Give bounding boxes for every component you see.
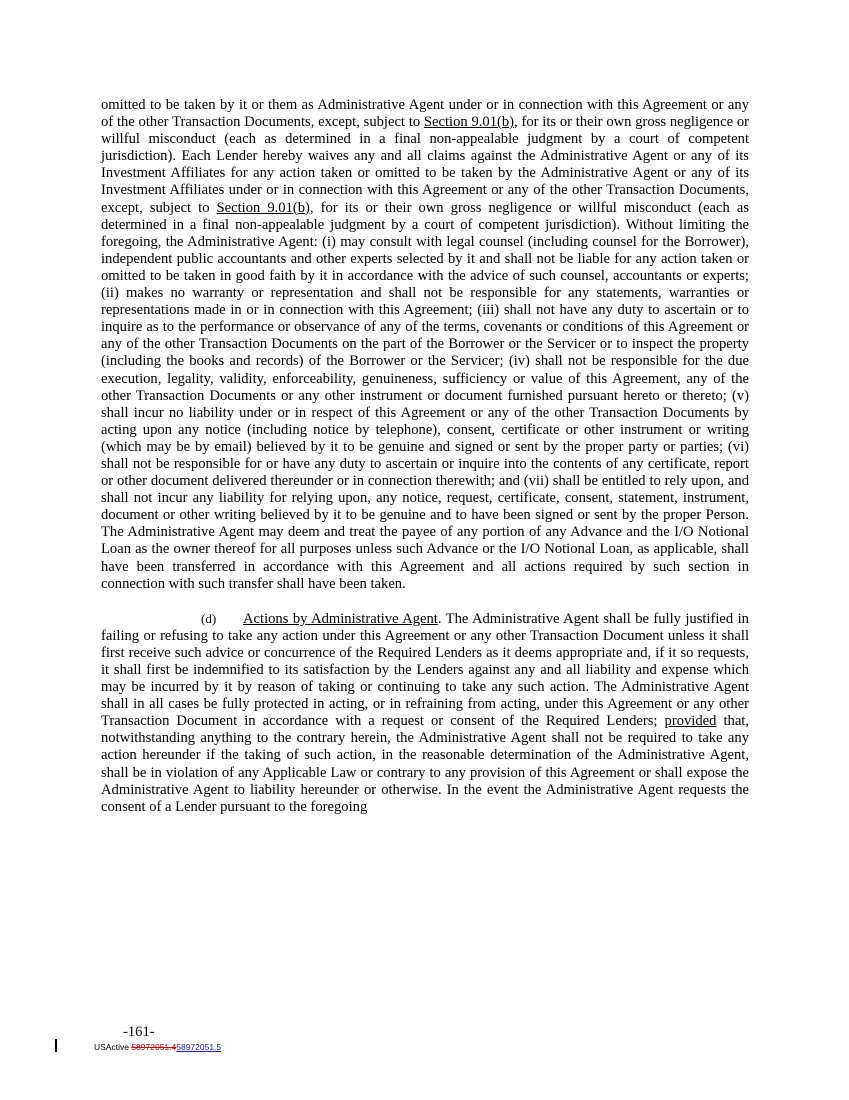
section-reference: Section 9.01(b) — [216, 199, 310, 216]
section-reference: Section 9.01(b) — [423, 114, 515, 131]
deleted-doc-id: 58972051.4 — [131, 1042, 177, 1052]
document-id-footer: USActive 58972051.458972051.5 — [94, 1042, 222, 1052]
page-number: -161- — [123, 1024, 155, 1040]
provided-term: provided — [664, 713, 717, 730]
inserted-doc-id: 58972051.5 — [176, 1042, 222, 1052]
clause-heading: Actions by Administrative Agent — [243, 610, 438, 627]
change-bar — [55, 1039, 57, 1052]
body-paragraph-continued: omitted to be taken by it or them as Administrative Agent under or in connection with this Agreement or any of the other Transaction Documents, except, subject to Section 9.01(b), for its or their own gross negligence or willful misconduct (each as determined in a final non-appealable judgment by a court of competent jurisdiction). Each Lender hereby waives any and all claims against the Administrative Agent or any of its Investment Affiliates for any action taken or omitted to be taken by the Administrative Agent or any of its Investment Affiliates under or in connection with this Agreement or any of the other Transaction Documents, except, subject to Section 9.01(b), for its or their own gross negligence or willful misconduct (each as determined in a final non-appealable judgment by a court of competent jurisdiction). Without limiting the foregoing, the Administrative Agent: (i) may consult with legal counsel (including counsel for the Borrower), independent public accountants and other experts selected by it and shall not be liable for any action taken or omitted to be taken in good faith by it in accordance with the advice of such counsel, accountants or experts; (ii) makes no warranty or representation and shall not be responsible for any statements, warranties or representations made in or in connection with this Agreement; (iii) shall not have any duty to ascertain or to inquire as to the performance or observance of any of the terms, covenants or conditions of this Agreement or any of the other Transaction Documents on the part of the Borrower or the Servicer or to inspect the property (including the books and records) of the Borrower or the Servicer; (iv) shall not be responsible for the due execution, legality, validity, enforceability, genuineness, sufficiency or value of this Agreement, any of the other Transaction Documents or any other instrument or document furnished pursuant hereto or thereto; (v) shall incur no liability under or in respect of this Agreement or any of the other Transaction Documents by acting upon any notice (including notice by telephone), consent, certificate or other instrument or writing (which may be by email) believed by it to be genuine and signed or sent by the proper party or parties; (vi) shall not be responsible for or have any duty to ascertain or inquire into the contents of any certificate, report or other document delivered thereunder or in connection therewith; and (vii) shall be entitled to rely upon, and shall not incur any liability for relying upon, any notice, request, certificate, consent, statement, instrument, document or other writing believed by it to be genuine and to have been signed or sent by the proper Person. The Administrative Agent may deem and treat the payee of any portion of any Advance and the I/O Notional Loan as the owner thereof for all purposes unless such Advance or the I/O Notional Loan, as applicable, shall have been transferred in accordance with this Agreement and all actions required by such section in connection with such transfer shall have been taken. — [101, 97, 749, 592]
document-page — [101, 97, 749, 816]
section-d-paragraph: (d) Actions by Administrative Agent. The Administrative Agent shall be fully justified in failing or refusing to take any action under this Agreement or any other Transaction Document unless it shall first receive such advice or concurrence of the Required Lenders as it deems appropriate and, if it so requests, it shall first be indemnified to its satisfaction by the Lenders against any and all liability and expense which may be incurred by it by reason of taking or continuing to take any such action. The Administrative Agent shall in all cases be fully protected in acting, or in refraining from acting, under this Agreement or any other Transaction Document in accordance with a request or consent of the Required Lenders; provided that, notwithstanding anything to the contrary herein, the Administrative Agent shall not be required to take any action hereunder if the taking of such action, in the reasonable determination of the Administrative Agent, shall be in violation of any Applicable Law or contrary to any provision of this Agreement or shall expose the Administrative Agent to liability hereunder or otherwise. In the event the Administrative Agent requests the consent of a Lender pursuant to the foregoing — [101, 610, 749, 815]
clause-enumerator: (d) — [201, 610, 217, 626]
